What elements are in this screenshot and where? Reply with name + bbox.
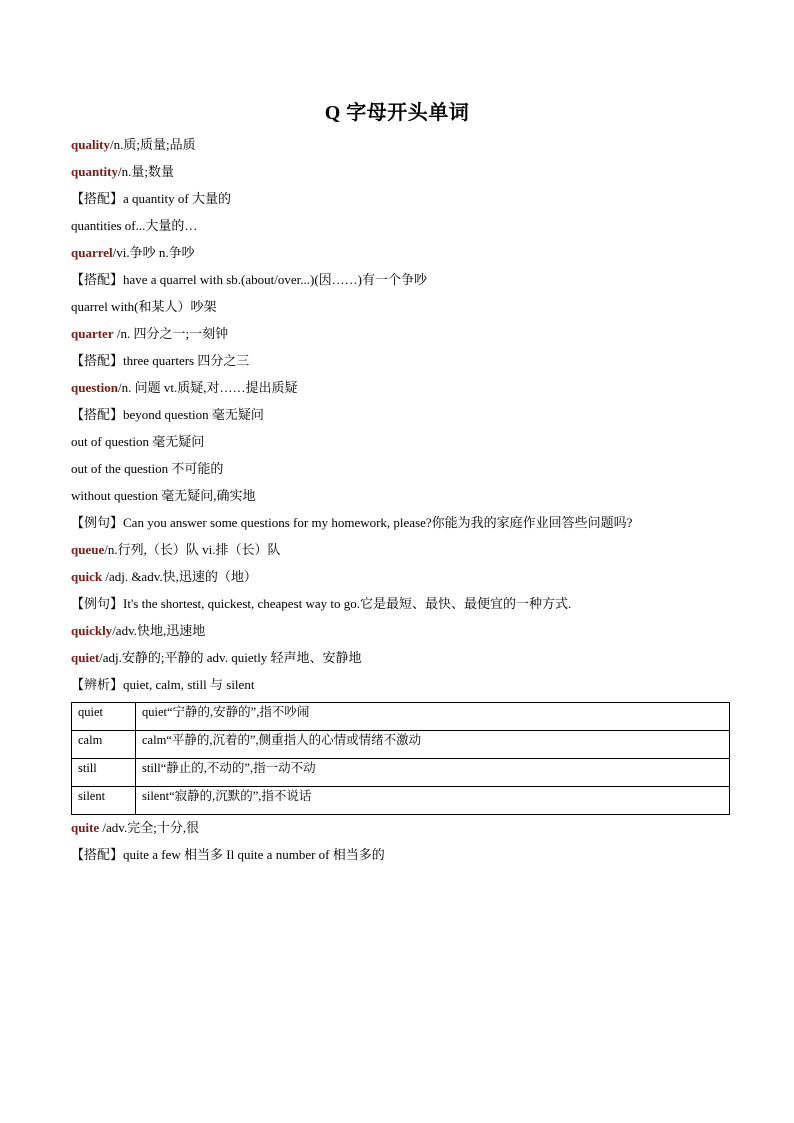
definition: /adv.快地,迅速地 xyxy=(112,623,206,638)
note-line: 【搭配】have a quarrel with sb.(about/over...)(因……)有一个争吵 xyxy=(71,272,427,287)
table-cell-word: still xyxy=(72,759,136,787)
vocabulary-list xyxy=(71,135,731,872)
table-cell-description: still“静止的,不动的”,指一动不动 xyxy=(136,759,730,787)
word-entry xyxy=(71,324,731,351)
definition: /n. 四分之一;一刻钟 xyxy=(113,326,229,341)
word-entry xyxy=(71,648,731,675)
word-entry xyxy=(71,135,731,162)
table-cell-description: silent“寂静的,沉默的”,指不说话 xyxy=(136,787,730,815)
word-entry xyxy=(71,818,731,845)
word-entry xyxy=(71,162,731,189)
definition: /n.行列,（长）队 vi.排（长）队 xyxy=(104,542,281,557)
table-cell-word: silent xyxy=(72,787,136,815)
definition: /adv.完全;十分,很 xyxy=(99,820,200,835)
table-row xyxy=(72,731,730,759)
note-line: 【搭配】beyond question 毫无疑问 xyxy=(71,407,264,422)
word-entry xyxy=(71,567,731,594)
definition: /adj.安静的;平静的 adv. quietly 轻声地、安静地 xyxy=(99,650,362,665)
table-row xyxy=(72,787,730,815)
table-cell-word: calm xyxy=(72,731,136,759)
headword: quiet xyxy=(71,650,100,665)
note-line: 【例句】It's the shortest, quickest, cheapest way to go.它是最短、最快、最便宜的一种方式. xyxy=(71,596,572,611)
table-cell-word: quiet xyxy=(72,703,136,731)
table-row xyxy=(72,759,730,787)
note-line: 【搭配】a quantity of 大量的 xyxy=(71,191,231,206)
note-line: 【搭配】three quarters 四分之三 xyxy=(71,353,250,368)
definition: /n.量;数量 xyxy=(117,164,174,179)
headword: quarter xyxy=(71,326,114,341)
table-row xyxy=(72,703,730,731)
table-cell-description: quiet“宁静的,安静的”,指不吵闹 xyxy=(136,703,730,731)
note-line: out of the question 不可能的 xyxy=(71,461,224,476)
definition: /adj. &adv.快,迅速的（地） xyxy=(102,569,257,584)
word-entry xyxy=(71,243,731,270)
word-entry xyxy=(71,621,731,648)
note-line: 【例句】Can you answer some questions for my homework, please?你能为我的家庭作业回答些问题吗? xyxy=(71,515,633,530)
headword: quickly xyxy=(71,623,113,638)
table-cell-description: calm“平静的,沉着的”,侧重指人的心情或情绪不激动 xyxy=(136,731,730,759)
note-line: out of question 毫无疑问 xyxy=(71,434,205,449)
headword: quite xyxy=(71,820,100,835)
note-line: without question 毫无疑问,确实地 xyxy=(71,488,256,503)
definition: /n.质;质量;品质 xyxy=(110,137,196,152)
headword: queue xyxy=(71,542,105,557)
headword: question xyxy=(71,380,118,395)
note-line: 【搭配】quite a few 相当多 Il quite a number of 相当多的 xyxy=(71,847,385,862)
page-title: Q 字母开头单词 xyxy=(324,102,470,124)
headword: quality xyxy=(71,137,111,152)
headword: quarrel xyxy=(71,245,113,260)
word-entry xyxy=(71,378,731,405)
note-line: quarrel with(和某人）吵架 xyxy=(71,299,217,314)
headword: quantity xyxy=(71,164,118,179)
note-line: quantities of...大量的… xyxy=(71,218,198,233)
definition: /vi.争吵 n.争吵 xyxy=(112,245,195,260)
word-entry xyxy=(71,540,731,567)
comparison-table xyxy=(71,702,730,815)
definition: /n. 问题 vt.质疑,对……提出质疑 xyxy=(117,380,298,395)
headword: quick xyxy=(71,569,103,584)
note-line: 【辨析】quiet, calm, still 与 silent xyxy=(71,677,255,692)
